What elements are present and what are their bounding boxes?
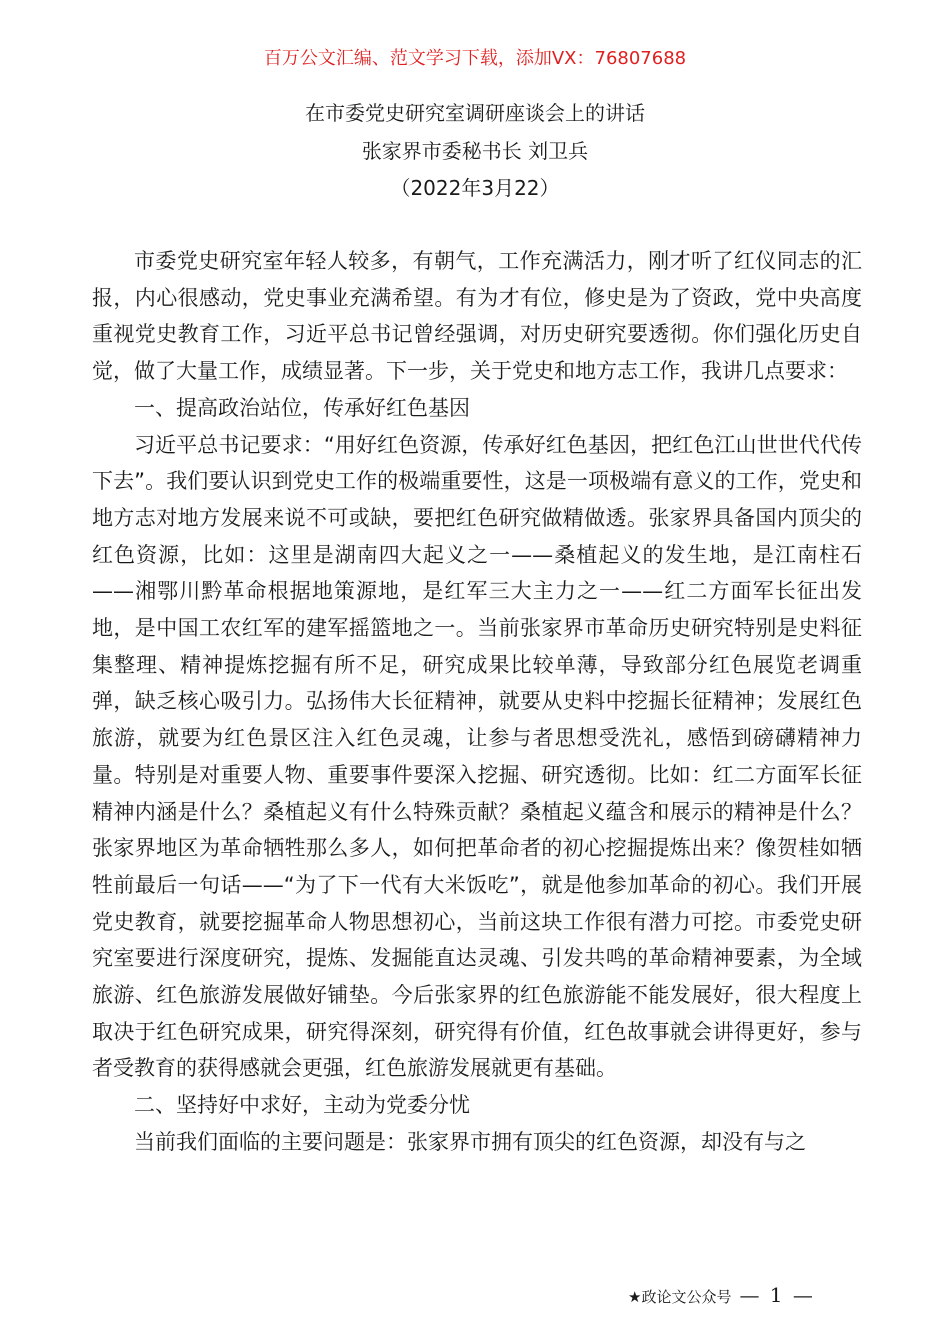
paragraph-section-1: 习近平总书记要求：“用好红色资源，传承好红色基因，把红色江山世世代代传下去”。我们要认识到党史工作的极端重要性，这是一项极端有意义的工作，党史和地方志对地方发展来说不可或缺，要把红色研究做精做透。张家界具备国内顶尖的红色资源，比如：这里是湖南四大起义之一——桑植起义的发生地，是江南柱石——湘鄂川黔革命根据地策源地，是红军三大主力之一——红二方面军长征出发地，是中国工农红军的建军摇篮地之一。当前张家界市革命历史研究特别是史料征集整理、精神提炼挖掘有所不足，研究成果比较单薄，导致部分红色展览老调重弹，缺乏核心吸引力。弘扬伟大长征精神，就要从史料中挖掘长征精神；发展红色旅游，就要为红色景区注入红色灵魂，让参与者思想受洗礼，感悟到磅礴精神力量。特别是对重要人物、重要事件要深入挖掘、研究透彻。比如：红二方面军长征精神内涵是什么？桑植起义有什么特殊贡献？桑植起义蕴含和展示的精神是什么？张家界地区为革命牺牲那么多人，如何把革命者的初心挖掘提炼出来？像贺桂如牺牲前最后一句话——“为了下一代有大米饭吃”，就是他参加革命的初心。我们开展党史教育，就要挖掘革命人物思想初心，当前这块工作很有潜力可挖。市委党史研究室要进行深度研究，提炼、发掘能直达灵魂、引发共鸣的革命精神要素，为全域旅游、红色旅游发展做好铺垫。今后张家界的红色旅游能不能发展好，很大程度上取决于红色研究成果，研究得深刻，研究得有价值，红色故事就会讲得更好，参与者受教育的获得感就会更强，红色旅游发展就更有基础。: [92, 432, 862, 1081]
speech-body: [92, 243, 862, 1161]
section-heading-1: 一、提高政治站位，传承好红色基因: [134, 395, 470, 420]
speech-author: 张家界市委秘书长 刘卫兵: [361, 139, 589, 163]
paragraph-intro: 市委党史研究室年轻人较多，有朝气，工作充满活力，刚才听了红仪同志的汇报，内心很感动，党史事业充满希望。有为才有位，修史是为了资政，党中央高度重视党史教育工作，习近平总书记曾经强调，对历史研究要透彻。你们强化历史自觉，做了大量工作，成绩显著。下一步，关于党史和地方志工作，我讲几点要求：: [92, 249, 862, 384]
promo-banner: 百万公文汇编、范文学习下载，添加VX：76807688: [263, 48, 687, 69]
footer-source: ★政论文公众号: [628, 1288, 732, 1306]
paragraph-section-2: 当前我们面临的主要问题是：张家界市拥有顶尖的红色资源，却没有与之: [134, 1129, 806, 1154]
section-heading-2: 二、坚持好中求好，主动为党委分忧: [134, 1093, 470, 1118]
speech-title: 在市委党史研究室调研座谈会上的讲话: [305, 101, 645, 125]
page-footer: [628, 1282, 868, 1310]
page-number: — 1 —: [739, 1283, 815, 1307]
speech-date: （2022年3月22）: [390, 176, 560, 200]
